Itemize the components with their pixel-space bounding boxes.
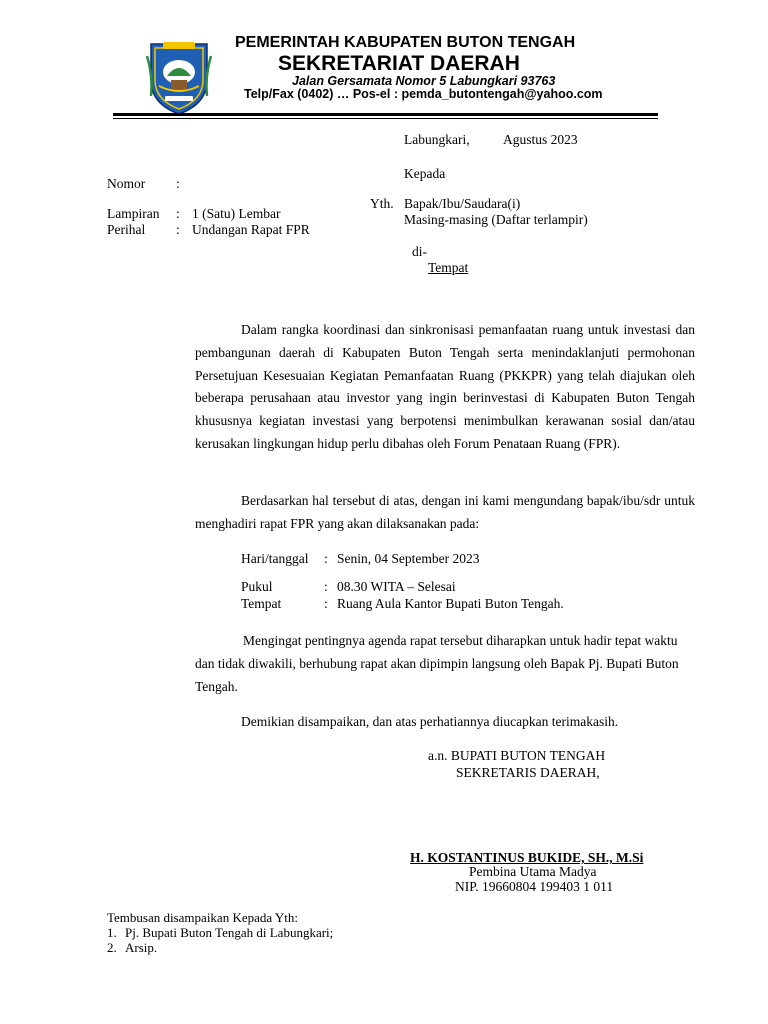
recipient-tempat: Tempat xyxy=(428,260,469,275)
buton-tengah-crest-icon xyxy=(145,36,213,116)
recipient-kepada: Kepada xyxy=(404,166,446,181)
recipient-line2: Masing-masing (Daftar terlampir) xyxy=(404,212,588,227)
signature-nip: NIP. 19660804 199403 1 011 xyxy=(455,879,614,894)
cc-item-2-num: 2. xyxy=(107,940,117,955)
recipient-line1: Bapak/Ibu/Saudara(i) xyxy=(404,196,521,211)
lampiran-label: Lampiran xyxy=(107,206,160,221)
schedule-time-label: Pukul xyxy=(241,579,273,594)
government-title: PEMERINTAH KABUPATEN BUTON TENGAH xyxy=(235,34,576,51)
body-paragraph-2: Berdasarkan hal tersebut di atas, dengan ini kami mengundang bapak/ibu/sdr untuk menghadiri rapat FPR yang akan dilaksanakan pada: xyxy=(195,493,695,531)
body-paragraph-1: Dalam rangka koordinasi dan sinkronisasi pemanfaatan ruang untuk investasi dan pembangunan daerah di Kabupaten Buton Tengah serta menindaklanjuti permohonan Persetujuan Kesesuaian Kegiatan Pemanfaatan Ruang (PKKPR) yang telah diajukan oleh beberapa perusahaan atau investor yang ingin berinvestasi di Kabupaten Buton Tengah khususnya kegiatan investasi yang berpotensi menimbulkan kerawanan sosial dan/atau kerusakan lingkungan hidup perlu dibahas oleh Forum Penataan Ruang (FPR). xyxy=(195,322,695,451)
schedule-day-value: Senin, 04 September 2023 xyxy=(337,551,480,566)
schedule-venue-value: Ruang Aula Kantor Bupati Buton Tengah. xyxy=(337,596,564,611)
schedule-venue-label: Tempat xyxy=(241,596,282,611)
office-contact: Telp/Fax (0402) … Pos-el : pemda_butontengah@yahoo.com xyxy=(244,87,603,101)
signature-rank: Pembina Utama Madya xyxy=(469,864,597,879)
lampiran-colon: : xyxy=(176,206,180,221)
schedule-time-colon: : xyxy=(324,579,328,594)
schedule-venue-colon: : xyxy=(324,596,328,611)
nomor-colon: : xyxy=(176,176,180,191)
secretariat-title: SEKRETARIAT DAERAH xyxy=(278,52,520,75)
header-rule-thick xyxy=(113,113,658,116)
perihal-colon: : xyxy=(176,222,180,237)
letter-place: Labungkari, xyxy=(404,132,470,147)
schedule-time-value: 08.30 WITA – Selesai xyxy=(337,579,456,594)
lampiran-value: 1 (Satu) Lembar xyxy=(192,206,281,221)
signature-name: H. KOSTANTINUS BUKIDE, SH., M.Si xyxy=(410,850,644,865)
letter-date: Agustus 2023 xyxy=(503,132,578,147)
cc-item-1-text: Pj. Bupati Buton Tengah di Labungkari; xyxy=(125,925,334,940)
cc-item-2-text: Arsip. xyxy=(125,940,158,955)
signature-on-behalf: a.n. BUPATI BUTON TENGAH xyxy=(428,748,606,763)
cc-item-1-num: 1. xyxy=(107,925,117,940)
body-paragraph-4: Demikian disampaikan, dan atas perhatiannya diucapkan terimakasih. xyxy=(241,714,619,729)
perihal-value: Undangan Rapat FPR xyxy=(192,222,310,237)
recipient-di: di- xyxy=(412,244,427,259)
body-paragraph-3: Mengingat pentingnya agenda rapat tersebut diharapkan untuk hadir tepat waktu dan tidak diwakili, berhubung rapat akan dipimpin langsung oleh Bapak Pj. Bupati Buton Tengah. xyxy=(195,633,679,694)
perihal-label: Perihal xyxy=(107,222,146,237)
cc-title: Tembusan disampaikan Kepada Yth: xyxy=(107,910,299,925)
schedule-day-label: Hari/tanggal xyxy=(241,551,309,566)
schedule-day-colon: : xyxy=(324,551,328,566)
recipient-yth: Yth. xyxy=(370,196,394,211)
nomor-label: Nomor xyxy=(107,176,146,191)
header-rule-thin xyxy=(113,118,658,119)
office-address: Jalan Gersamata Nomor 5 Labungkari 93763 xyxy=(292,74,556,88)
signature-position: SEKRETARIS DAERAH, xyxy=(456,765,600,780)
